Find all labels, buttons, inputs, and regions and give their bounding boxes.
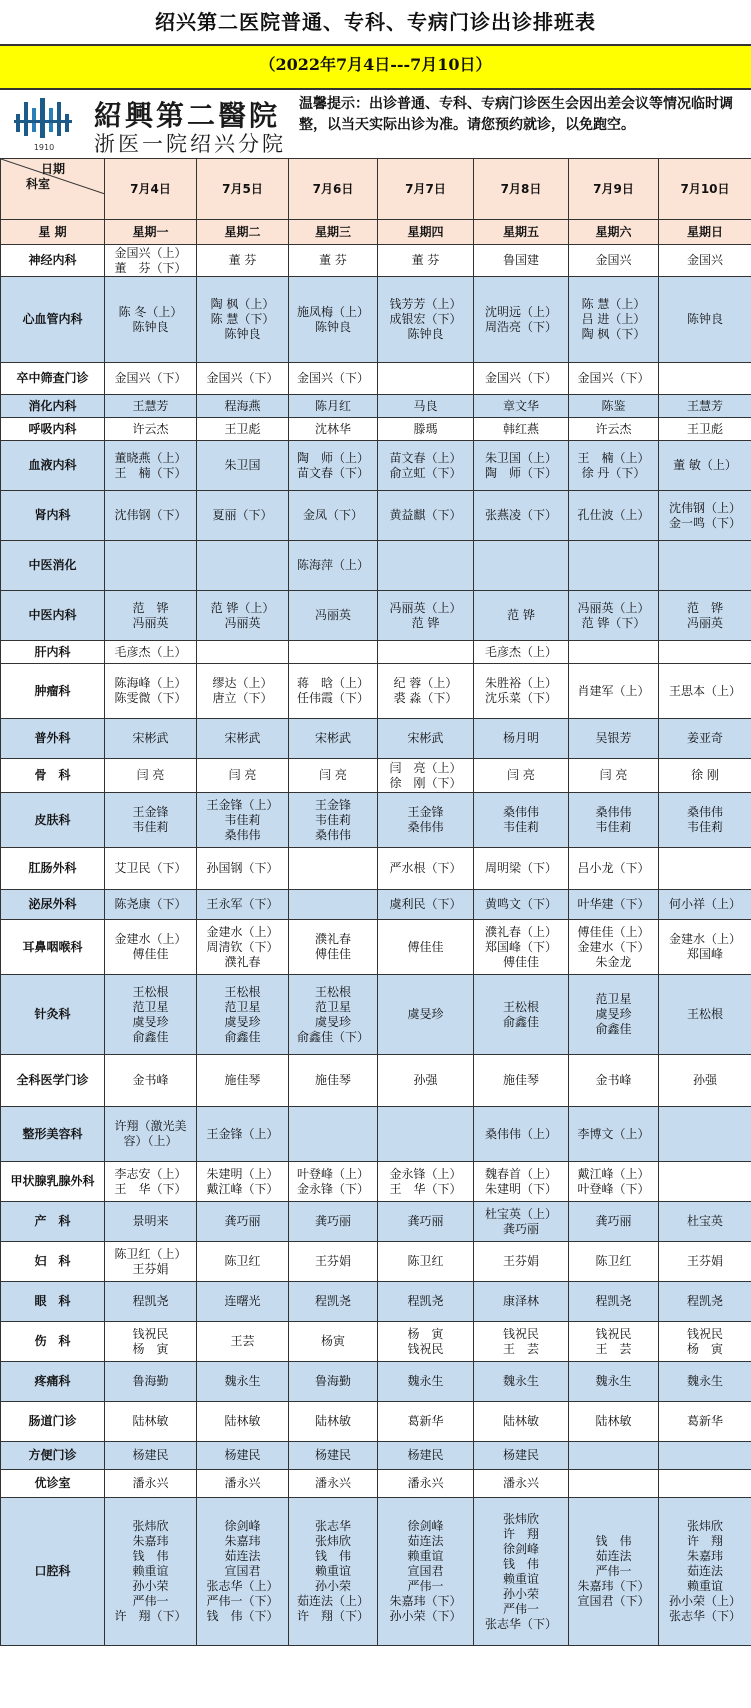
dept-cell: 呼吸内科 <box>1 418 105 441</box>
schedule-cell: 范 铧 冯丽英 <box>105 591 197 641</box>
table-row <box>1 920 751 975</box>
table-row <box>1 395 751 418</box>
schedule-cell: 陈海峰（上） 陈雯微（下） <box>105 664 197 719</box>
dept-cell: 神经内科 <box>1 245 105 277</box>
schedule-cell: 王松根 范卫星 虞旻珍 俞鑫佳 <box>105 975 197 1055</box>
schedule-cell: 潘永兴 <box>474 1470 569 1498</box>
schedule-cell: 金国兴（下） <box>289 363 378 395</box>
schedule-cell: 程凯尧 <box>659 1282 751 1322</box>
schedule-cell: 张燕凌（下） <box>474 491 569 541</box>
schedule-cell: 陈卫红 <box>197 1242 289 1282</box>
dept-cell: 肛肠外科 <box>1 848 105 890</box>
schedule-cell: 傅佳佳（上） 金建水（下） 朱金龙 <box>569 920 659 975</box>
schedule-cell: 王芸 <box>197 1322 289 1362</box>
schedule-cell: 王松根 范卫星 虞旻珍 俞鑫佳（下） <box>289 975 378 1055</box>
date-header: 7月7日 <box>378 159 474 220</box>
schedule-cell: 程凯尧 <box>105 1282 197 1322</box>
schedule-cell: 程海燕 <box>197 395 289 418</box>
schedule-cell <box>378 1107 474 1162</box>
schedule-cell <box>569 1442 659 1470</box>
schedule-cell: 严水根（下） <box>378 848 474 890</box>
dept-cell: 心血管内科 <box>1 277 105 363</box>
hospital-logo-icon <box>12 94 77 154</box>
schedule-cell: 许云杰 <box>569 418 659 441</box>
schedule-cell: 王永军（下） <box>197 890 289 920</box>
dept-cell: 消化内科 <box>1 395 105 418</box>
dept-cell: 肝内科 <box>1 641 105 664</box>
schedule-cell: 冯丽英（上） 范 铧 <box>378 591 474 641</box>
dept-cell: 优诊室 <box>1 1470 105 1498</box>
schedule-cell: 龚巧丽 <box>378 1202 474 1242</box>
date-range: （2022年7月4日---7月10日） <box>259 55 492 74</box>
schedule-cell: 王松根 <box>659 975 751 1055</box>
schedule-cell: 张志华 张炜欣 钱 伟 赖重谊 孙小荣 茹连法（上） 许 翔（下） <box>289 1498 378 1646</box>
hospital-subtitle: 浙医一院绍兴分院 <box>94 132 286 156</box>
table-row <box>1 848 751 890</box>
schedule-cell: 周明梁（下） <box>474 848 569 890</box>
table-row <box>1 641 751 664</box>
schedule-cell: 钱祝民 王 芸 <box>569 1322 659 1362</box>
schedule-cell: 杜宝英（上） 龚巧丽 <box>474 1202 569 1242</box>
schedule-cell: 鲁国建 <box>474 245 569 277</box>
schedule-cell: 金建水（上） 周清钦（下） 濮礼春 <box>197 920 289 975</box>
schedule-cell: 张炜欣 许 翔 徐剑峰 钱 伟 赖重谊 孙小荣 严伟一 张志华（下） <box>474 1498 569 1646</box>
dept-cell: 眼 科 <box>1 1282 105 1322</box>
schedule-cell: 葛新华 <box>378 1402 474 1442</box>
schedule-cell: 钱祝民 王 芸 <box>474 1322 569 1362</box>
schedule-cell: 王思本（上） <box>659 664 751 719</box>
schedule-cell: 夏丽（下） <box>197 491 289 541</box>
schedule-cell <box>569 1470 659 1498</box>
weekday-header: 星期五 <box>474 220 569 245</box>
schedule-cell: 陈钟良 <box>659 277 751 363</box>
schedule-cell: 金国兴（上） 董 芬（下） <box>105 245 197 277</box>
corner-date-label: 日期 <box>41 162 66 176</box>
schedule-cell: 施佳琴 <box>474 1055 569 1107</box>
dept-cell: 全科医学门诊 <box>1 1055 105 1107</box>
schedule-cell: 张炜欣 朱嘉玮 钱 伟 赖重谊 孙小荣 严伟一 许 翔（下） <box>105 1498 197 1646</box>
schedule-cell: 金凤（下） <box>289 491 378 541</box>
weekday-header: 星期三 <box>289 220 378 245</box>
table-row <box>1 1242 751 1282</box>
schedule-cell: 范 铧 冯丽英 <box>659 591 751 641</box>
schedule-cell: 程凯尧 <box>569 1282 659 1322</box>
table-row <box>1 1442 751 1470</box>
schedule-cell: 王慧芳 <box>659 395 751 418</box>
schedule-cell <box>659 1470 751 1498</box>
schedule-cell: 陶 枫（上） 陈 慧（下） 陈钟良 <box>197 277 289 363</box>
schedule-cell: 魏永生 <box>659 1362 751 1402</box>
schedule-cell: 孔仕波（上） <box>569 491 659 541</box>
schedule-cell: 叶登峰（上） 金永锋（下） <box>289 1162 378 1202</box>
schedule-cell <box>105 541 197 591</box>
weekday-header: 星期一 <box>105 220 197 245</box>
schedule-cell <box>378 541 474 591</box>
schedule-cell: 徐剑峰 茹连法 赖重谊 宣国君 严伟一 朱嘉玮（下） 孙小荣（下） <box>378 1498 474 1646</box>
schedule-cell: 魏永生 <box>197 1362 289 1402</box>
schedule-cell: 滕瑪 <box>378 418 474 441</box>
schedule-cell: 肖建军（上） <box>569 664 659 719</box>
schedule-cell: 陶 师（上） 苗文春（下） <box>289 441 378 491</box>
schedule-cell: 闫 亮（上） 徐 刚（下） <box>378 759 474 793</box>
schedule-cell: 沈林华 <box>289 418 378 441</box>
schedule-cell: 范卫星 虞旻珍 俞鑫佳 <box>569 975 659 1055</box>
table-row <box>1 793 751 848</box>
schedule-cell: 杨建民 <box>474 1442 569 1470</box>
date-header: 7月10日 <box>659 159 751 220</box>
date-header: 7月6日 <box>289 159 378 220</box>
schedule-cell <box>474 541 569 591</box>
table-row <box>1 975 751 1055</box>
table-row <box>1 719 751 759</box>
table-row <box>1 1055 751 1107</box>
dept-cell: 中医消化 <box>1 541 105 591</box>
dept-cell: 耳鼻咽喉科 <box>1 920 105 975</box>
schedule-cell: 施凤梅（上） 陈钟良 <box>289 277 378 363</box>
schedule-cell: 杨建民 <box>197 1442 289 1470</box>
schedule-cell: 连曙光 <box>197 1282 289 1322</box>
schedule-cell: 李博文（上） <box>569 1107 659 1162</box>
schedule-cell: 康泽林 <box>474 1282 569 1322</box>
schedule-cell <box>659 541 751 591</box>
schedule-cell: 钱芳芳（上） 成银宏（下） 陈钟良 <box>378 277 474 363</box>
schedule-cell: 戴江峰（上） 叶登峰（下） <box>569 1162 659 1202</box>
schedule-cell: 张炜欣 许 翔 朱嘉玮 茹连法 赖重谊 孙小荣（上） 张志华（下） <box>659 1498 751 1646</box>
schedule-cell: 陈海萍（上） <box>289 541 378 591</box>
schedule-cell: 龚巧丽 <box>289 1202 378 1242</box>
schedule-cell: 杨建民 <box>378 1442 474 1470</box>
schedule-cell: 章文华 <box>474 395 569 418</box>
schedule-cell: 魏永生 <box>569 1362 659 1402</box>
schedule-cell: 陈卫红 <box>569 1242 659 1282</box>
schedule-cell: 金国兴（下） <box>474 363 569 395</box>
table-row <box>1 1282 751 1322</box>
schedule-cell <box>569 541 659 591</box>
schedule-cell: 黄益麒（下） <box>378 491 474 541</box>
schedule-cell: 董 芬 <box>378 245 474 277</box>
date-header: 7月5日 <box>197 159 289 220</box>
schedule-cell: 龚巧丽 <box>197 1202 289 1242</box>
schedule-cell: 陆林敏 <box>569 1402 659 1442</box>
schedule-cell: 王金锋（上） 韦佳莉 桑伟伟 <box>197 793 289 848</box>
table-row <box>1 277 751 363</box>
schedule-cell: 何小祥（上） <box>659 890 751 920</box>
schedule-cell <box>659 1162 751 1202</box>
schedule-cell: 黄鸣文（下） <box>474 890 569 920</box>
schedule-cell: 宋彬武 <box>289 719 378 759</box>
dept-cell: 伤 科 <box>1 1322 105 1362</box>
schedule-cell: 王松根 俞鑫佳 <box>474 975 569 1055</box>
schedule-cell: 潘永兴 <box>378 1470 474 1498</box>
table-row <box>1 245 751 277</box>
schedule-cell: 叶华建（下） <box>569 890 659 920</box>
schedule-cell: 缪达（上） 唐立（下） <box>197 664 289 719</box>
notice-text: 温馨提示：出诊普通、专科、专病门诊医生会因出差会议等情况临时调整，以当天实际出诊为准。请您预约就诊，以免跑空。 <box>299 96 733 133</box>
schedule-cell: 毛彦杰（上） <box>105 641 197 664</box>
schedule-cell <box>289 890 378 920</box>
schedule-cell: 王慧芳 <box>105 395 197 418</box>
schedule-cell: 王 楠（上） 徐 丹（下） <box>569 441 659 491</box>
schedule-cell: 金国兴 <box>659 245 751 277</box>
schedule-cell: 潘永兴 <box>289 1470 378 1498</box>
schedule-cell: 金国兴（下） <box>197 363 289 395</box>
schedule-cell: 龚巧丽 <box>569 1202 659 1242</box>
schedule-cell: 金国兴 <box>569 245 659 277</box>
schedule-cell: 沈明远（上） 周浩亮（下） <box>474 277 569 363</box>
schedule-cell: 王芬娟 <box>659 1242 751 1282</box>
date-header: 7月8日 <box>474 159 569 220</box>
table-row <box>1 418 751 441</box>
schedule-cell: 金国兴（下） <box>105 363 197 395</box>
dept-cell: 骨 科 <box>1 759 105 793</box>
schedule-cell: 王卫彪 <box>659 418 751 441</box>
schedule-cell: 宋彬武 <box>197 719 289 759</box>
dept-cell: 方便门诊 <box>1 1442 105 1470</box>
schedule-cell: 毛彦杰（上） <box>474 641 569 664</box>
schedule-cell: 蒋 晗（上） 任伟霞（下） <box>289 664 378 719</box>
schedule-cell: 孙强 <box>659 1055 751 1107</box>
svg-text:1910: 1910 <box>33 143 55 152</box>
schedule-cell <box>659 641 751 664</box>
dept-cell: 普外科 <box>1 719 105 759</box>
weekday-header: 星期日 <box>659 220 751 245</box>
table-row <box>1 1162 751 1202</box>
schedule-cell: 魏永生 <box>474 1362 569 1402</box>
schedule-cell: 苗文春（上） 俞立虹（下） <box>378 441 474 491</box>
table-row <box>1 1322 751 1362</box>
hospital-name: 紹興第二醫院 <box>94 99 281 132</box>
schedule-cell: 董 敏（上） <box>659 441 751 491</box>
schedule-cell: 李志安（上） 王 华（下） <box>105 1162 197 1202</box>
schedule-cell: 程凯尧 <box>289 1282 378 1322</box>
table-row <box>1 1202 751 1242</box>
schedule-cell: 鲁海勤 <box>105 1362 197 1402</box>
schedule-cell: 桑伟伟（上） <box>474 1107 569 1162</box>
schedule-cell: 王松根 范卫星 虞旻珍 俞鑫佳 <box>197 975 289 1055</box>
table-row <box>1 491 751 541</box>
schedule-cell: 王芬娟 <box>289 1242 378 1282</box>
schedule-cell: 陈 慧（上） 吕 进（上） 陶 枫（下） <box>569 277 659 363</box>
schedule-cell: 潘永兴 <box>105 1470 197 1498</box>
schedule-cell: 虞旻珍 <box>378 975 474 1055</box>
schedule-cell <box>378 641 474 664</box>
schedule-cell <box>659 1107 751 1162</box>
schedule-cell: 许翔（激光美 容）（上） <box>105 1107 197 1162</box>
schedule-cell: 钱祝民 杨 寅 <box>659 1322 751 1362</box>
page-title: 绍兴第二医院普通、专科、专病门诊出诊排班表 <box>155 10 596 34</box>
schedule-cell: 陈尧康（下） <box>105 890 197 920</box>
table-row <box>1 759 751 793</box>
schedule-cell: 陆林敏 <box>474 1402 569 1442</box>
schedule-cell: 金建水（上） 郑国峰 <box>659 920 751 975</box>
schedule-cell: 闫 亮 <box>197 759 289 793</box>
schedule-cell: 濮礼春（上） 郑国峰（下） 傅佳佳 <box>474 920 569 975</box>
schedule-cell <box>289 1107 378 1162</box>
schedule-cell: 程凯尧 <box>378 1282 474 1322</box>
date-header: 7月4日 <box>105 159 197 220</box>
schedule-cell: 杨寅 <box>289 1322 378 1362</box>
schedule-cell: 魏春首（上） 朱建明（下） <box>474 1162 569 1202</box>
schedule-cell: 董 芬 <box>289 245 378 277</box>
dept-cell: 肿瘤科 <box>1 664 105 719</box>
schedule-cell: 孙国钢（下） <box>197 848 289 890</box>
schedule-cell: 潘永兴 <box>197 1470 289 1498</box>
dept-cell: 中医内科 <box>1 591 105 641</box>
dept-cell: 针灸科 <box>1 975 105 1055</box>
schedule-cell: 王卫彪 <box>197 418 289 441</box>
schedule-cell: 徐剑峰 朱嘉玮 茹连法 宣国君 张志华（上） 严伟一（下） 钱 伟（下） <box>197 1498 289 1646</box>
table-row <box>1 541 751 591</box>
schedule-cell <box>378 363 474 395</box>
schedule-cell: 陈 冬（上） 陈钟良 <box>105 277 197 363</box>
schedule-cell: 陈鉴 <box>569 395 659 418</box>
table-row <box>1 1470 751 1498</box>
schedule-cell: 施佳琴 <box>289 1055 378 1107</box>
schedule-cell: 陆林敏 <box>105 1402 197 1442</box>
schedule-cell: 沈伟钢（上） 金一鸣（下） <box>659 491 751 541</box>
schedule-cell: 闫 亮 <box>474 759 569 793</box>
schedule-cell: 陈卫红（上） 王芬娟 <box>105 1242 197 1282</box>
schedule-cell: 金建水（上） 傅佳佳 <box>105 920 197 975</box>
schedule-cell: 吴银芳 <box>569 719 659 759</box>
schedule-cell: 濮礼春 傅佳佳 <box>289 920 378 975</box>
schedule-cell: 闫 亮 <box>105 759 197 793</box>
table-row <box>1 664 751 719</box>
dept-cell: 皮肤科 <box>1 793 105 848</box>
schedule-cell: 傅佳佳 <box>378 920 474 975</box>
dept-cell: 疼痛科 <box>1 1362 105 1402</box>
dept-cell: 血液内科 <box>1 441 105 491</box>
schedule-cell: 王金锋 韦佳莉 <box>105 793 197 848</box>
schedule-cell: 韩红燕 <box>474 418 569 441</box>
table-row <box>1 1498 751 1646</box>
schedule-cell: 艾卫民（下） <box>105 848 197 890</box>
schedule-cell <box>197 541 289 591</box>
schedule-cell: 范 铧（上） 冯丽英 <box>197 591 289 641</box>
dept-cell: 卒中筛查门诊 <box>1 363 105 395</box>
schedule-cell <box>289 848 378 890</box>
table-row <box>1 890 751 920</box>
schedule-cell: 孙强 <box>378 1055 474 1107</box>
schedule-cell: 沈伟钢（下） <box>105 491 197 541</box>
corner-dept-label: 科室 <box>26 177 51 191</box>
schedule-cell: 鲁海勤 <box>289 1362 378 1402</box>
table-row <box>1 591 751 641</box>
schedule-cell: 钱祝民 杨 寅 <box>105 1322 197 1362</box>
table-row <box>1 1107 751 1162</box>
schedule-cell <box>659 1442 751 1470</box>
schedule-cell <box>659 848 751 890</box>
schedule-cell: 宋彬武 <box>105 719 197 759</box>
schedule-cell: 景明来 <box>105 1202 197 1242</box>
date-header: 7月9日 <box>569 159 659 220</box>
table-row <box>1 363 751 395</box>
schedule-cell: 闫 亮 <box>569 759 659 793</box>
schedule-cell: 宋彬武 <box>378 719 474 759</box>
schedule-cell: 王金锋（上） <box>197 1107 289 1162</box>
schedule-cell: 陆林敏 <box>289 1402 378 1442</box>
schedule-cell: 王金锋 桑伟伟 <box>378 793 474 848</box>
schedule-cell: 冯丽英 <box>289 591 378 641</box>
schedule-cell <box>569 641 659 664</box>
schedule-cell: 范 铧 <box>474 591 569 641</box>
schedule-cell: 朱卫国（上） 陶 师（下） <box>474 441 569 491</box>
dept-cell: 甲状腺乳腺外科 <box>1 1162 105 1202</box>
schedule-cell: 杜宝英 <box>659 1202 751 1242</box>
schedule-table <box>0 158 751 1646</box>
schedule-cell: 魏永生 <box>378 1362 474 1402</box>
table-row <box>1 1362 751 1402</box>
schedule-cell <box>659 363 751 395</box>
schedule-cell: 钱 伟 茹连法 严伟一 朱嘉玮（下） 宣国君（下） <box>569 1498 659 1646</box>
schedule-cell: 吕小龙（下） <box>569 848 659 890</box>
schedule-cell: 董 芬 <box>197 245 289 277</box>
schedule-cell: 姜亚奇 <box>659 719 751 759</box>
schedule-cell: 纪 蓉（上） 裘 淼（下） <box>378 664 474 719</box>
schedule-cell: 徐 刚 <box>659 759 751 793</box>
schedule-cell: 许云杰 <box>105 418 197 441</box>
schedule-cell: 金永锋（上） 王 华（下） <box>378 1162 474 1202</box>
dept-cell: 妇 科 <box>1 1242 105 1282</box>
dept-cell: 泌尿外科 <box>1 890 105 920</box>
schedule-cell: 桑伟伟 韦佳莉 <box>659 793 751 848</box>
corner-cell <box>1 159 105 220</box>
schedule-cell <box>197 641 289 664</box>
schedule-cell: 桑伟伟 韦佳莉 <box>474 793 569 848</box>
schedule-cell: 朱建明（上） 戴江峰（下） <box>197 1162 289 1202</box>
dept-cell: 整形美容科 <box>1 1107 105 1162</box>
schedule-cell: 王金锋 韦佳莉 桑伟伟 <box>289 793 378 848</box>
schedule-cell: 杨 寅 钱祝民 <box>378 1322 474 1362</box>
schedule-cell: 葛新华 <box>659 1402 751 1442</box>
schedule-cell: 金书峰 <box>569 1055 659 1107</box>
schedule-cell: 王芬娟 <box>474 1242 569 1282</box>
schedule-cell: 虞利民（下） <box>378 890 474 920</box>
schedule-cell: 金国兴（下） <box>569 363 659 395</box>
schedule-cell: 杨建民 <box>289 1442 378 1470</box>
table-row <box>1 1402 751 1442</box>
schedule-cell <box>289 641 378 664</box>
weekday-header: 星期四 <box>378 220 474 245</box>
schedule-cell: 杨月明 <box>474 719 569 759</box>
weekday-header: 星期二 <box>197 220 289 245</box>
weekday-label: 星 期 <box>1 220 105 245</box>
schedule-cell: 董晓燕（上） 王 楠（下） <box>105 441 197 491</box>
schedule-cell: 桑伟伟 韦佳莉 <box>569 793 659 848</box>
schedule-cell: 金书峰 <box>105 1055 197 1107</box>
schedule-cell: 杨建民 <box>105 1442 197 1470</box>
schedule-cell: 施佳琴 <box>197 1055 289 1107</box>
weekday-header: 星期六 <box>569 220 659 245</box>
schedule-cell: 朱胜裕（上） 沈乐菜（下） <box>474 664 569 719</box>
schedule-cell: 陈月红 <box>289 395 378 418</box>
schedule-cell: 马良 <box>378 395 474 418</box>
schedule-cell: 冯丽英（上） 范 铧（下） <box>569 591 659 641</box>
dept-cell: 口腔科 <box>1 1498 105 1646</box>
schedule-cell: 闫 亮 <box>289 759 378 793</box>
dept-cell: 肾内科 <box>1 491 105 541</box>
schedule-cell: 陈卫红 <box>378 1242 474 1282</box>
dept-cell: 肠道门诊 <box>1 1402 105 1442</box>
table-row <box>1 441 751 491</box>
dept-cell: 产 科 <box>1 1202 105 1242</box>
schedule-cell: 朱卫国 <box>197 441 289 491</box>
schedule-cell: 陆林敏 <box>197 1402 289 1442</box>
